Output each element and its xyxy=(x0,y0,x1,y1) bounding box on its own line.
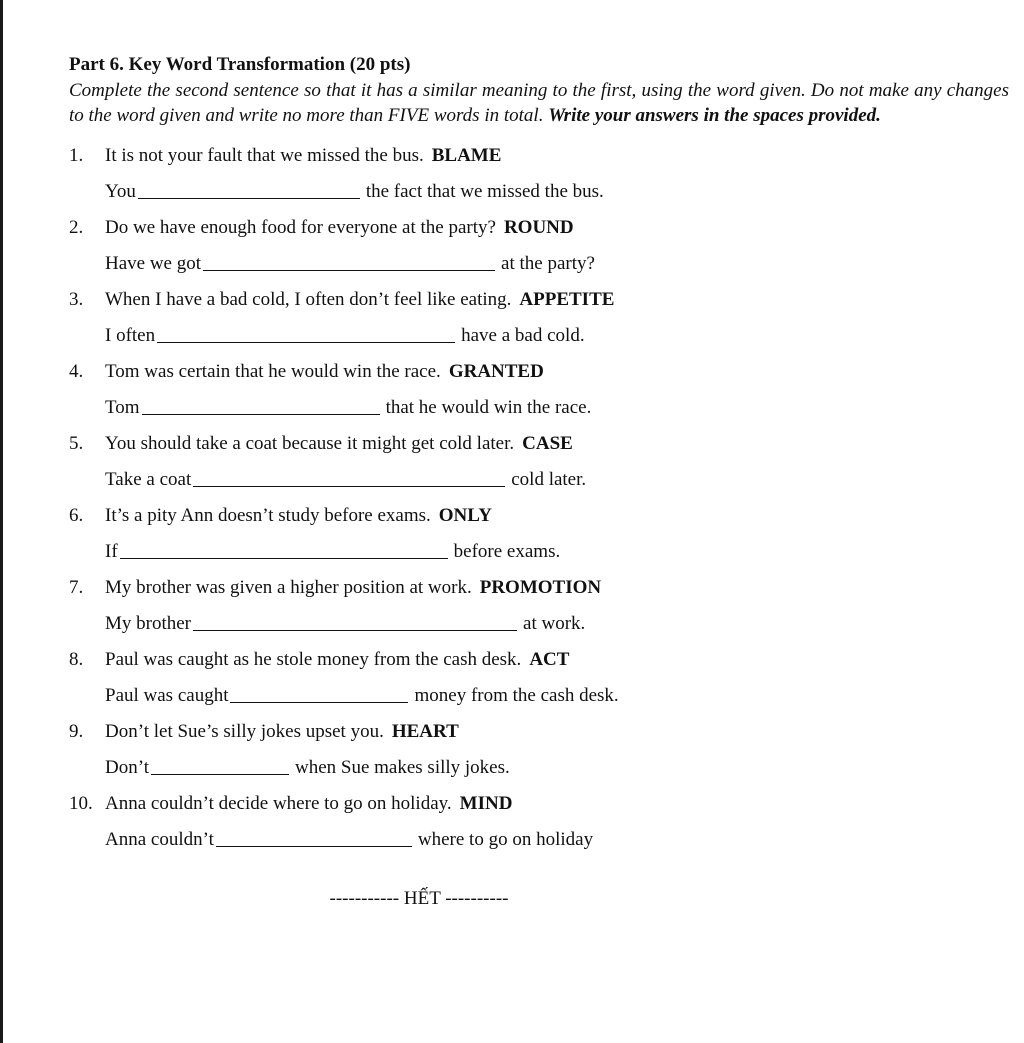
key-word: ROUND xyxy=(503,217,574,238)
answer-end: at the party? xyxy=(501,253,595,274)
answer-blank[interactable] xyxy=(142,392,380,415)
question-line xyxy=(69,786,1009,822)
answer-line xyxy=(69,318,1009,354)
question-number: 3. xyxy=(69,289,84,310)
question-item xyxy=(69,426,1009,498)
question-item xyxy=(69,354,1009,426)
answer-end: that he would win the race. xyxy=(385,397,592,418)
page-left-border xyxy=(0,0,3,1043)
answer-end: cold later. xyxy=(511,469,587,490)
question-sentence: Do we have enough food for everyone at the party? xyxy=(105,217,496,238)
answer-start: Anna couldn’t xyxy=(105,829,214,850)
answer-end: before exams. xyxy=(453,541,561,562)
answer-end: have a bad cold. xyxy=(461,325,585,346)
answer-line xyxy=(69,678,1009,714)
question-sentence: When I have a bad cold, I often don’t feel like eating. xyxy=(105,289,512,310)
answer-blank[interactable] xyxy=(230,680,408,703)
key-word: PROMOTION xyxy=(479,577,602,598)
instructions-text: Complete the second sentence so that it has a similar meaning to the first, using the word given. Do not make any changes to the word given and write no more than FIVE words in total. xyxy=(69,80,1009,126)
instructions-emphasis: Write your answers in the spaces provided. xyxy=(548,105,881,126)
answer-start: My brother xyxy=(105,613,192,634)
answer-line xyxy=(69,534,1009,570)
instructions xyxy=(69,78,1009,128)
answer-line xyxy=(69,606,1009,642)
question-number: 5. xyxy=(69,433,84,454)
question-sentence: It’s a pity Ann doesn’t study before exams. xyxy=(105,505,431,526)
answer-end: when Sue makes silly jokes. xyxy=(294,757,510,778)
question-sentence: Paul was caught as he stole money from the cash desk. xyxy=(105,649,522,670)
question-line xyxy=(69,354,1009,390)
answer-start: Have we got xyxy=(105,253,202,274)
question-sentence: It is not your fault that we missed the bus. xyxy=(105,145,424,166)
key-word: GRANTED xyxy=(448,361,544,382)
answer-start: Paul was caught xyxy=(105,685,229,706)
key-word: MIND xyxy=(459,793,513,814)
section-title: Part 6. Key Word Transformation (20 pts) xyxy=(69,54,411,75)
answer-line xyxy=(69,390,1009,426)
question-item xyxy=(69,714,1009,786)
question-number: 1. xyxy=(69,145,84,166)
question-line xyxy=(69,714,1009,750)
question-item xyxy=(69,210,1009,282)
question-item xyxy=(69,570,1009,642)
answer-line xyxy=(69,462,1009,498)
question-line xyxy=(69,426,1009,462)
question-sentence: My brother was given a higher position at work. xyxy=(105,577,472,598)
answer-end: where to go on holiday xyxy=(417,829,594,850)
answer-start: Tom xyxy=(105,397,140,418)
answer-blank[interactable] xyxy=(203,248,495,271)
question-line xyxy=(69,570,1009,606)
answer-blank[interactable] xyxy=(193,608,517,631)
question-number: 6. xyxy=(69,505,84,526)
answer-start: You xyxy=(105,181,136,202)
answer-line xyxy=(69,822,1009,858)
question-line xyxy=(69,282,1009,318)
question-item xyxy=(69,498,1009,570)
key-word: ACT xyxy=(529,649,570,670)
question-number: 7. xyxy=(69,577,84,598)
key-word: APPETITE xyxy=(519,289,615,310)
question-item xyxy=(69,282,1009,354)
answer-blank[interactable] xyxy=(157,320,455,343)
answer-start: Don’t xyxy=(105,757,149,778)
question-item xyxy=(69,786,1009,858)
question-item xyxy=(69,642,1009,714)
key-word: HEART xyxy=(391,721,459,742)
question-number: 10. xyxy=(69,793,93,814)
answer-blank[interactable] xyxy=(193,464,505,487)
key-word: ONLY xyxy=(438,505,492,526)
key-word: CASE xyxy=(522,433,573,454)
question-number: 9. xyxy=(69,721,84,742)
answer-end: the fact that we missed the bus. xyxy=(365,181,604,202)
question-number: 2. xyxy=(69,217,84,238)
answer-blank[interactable] xyxy=(151,752,289,775)
question-sentence: Don’t let Sue’s silly jokes upset you. xyxy=(105,721,384,742)
answer-start: Take a coat xyxy=(105,469,192,490)
answer-blank[interactable] xyxy=(120,536,448,559)
question-line xyxy=(69,138,1009,174)
question-line xyxy=(69,498,1009,534)
answer-end: at work. xyxy=(523,613,586,634)
question-item xyxy=(69,138,1009,210)
answer-line xyxy=(69,750,1009,786)
worksheet xyxy=(69,52,1009,910)
answer-start: I often xyxy=(105,325,156,346)
key-word: BLAME xyxy=(431,145,502,166)
question-sentence: Tom was certain that he would win the race. xyxy=(105,361,441,382)
answer-blank[interactable] xyxy=(216,824,412,847)
question-sentence: You should take a coat because it might get cold later. xyxy=(105,433,515,454)
question-sentence: Anna couldn’t decide where to go on holiday. xyxy=(105,793,452,814)
answer-line xyxy=(69,246,1009,282)
answer-start: If xyxy=(105,541,118,562)
answer-end: money from the cash desk. xyxy=(414,685,619,706)
answer-blank[interactable] xyxy=(138,176,360,199)
question-line xyxy=(69,642,1009,678)
end-marker: ----------- HẾT ---------- xyxy=(329,888,509,909)
question-number: 4. xyxy=(69,361,84,382)
question-number: 8. xyxy=(69,649,84,670)
answer-line xyxy=(69,174,1009,210)
question-line xyxy=(69,210,1009,246)
